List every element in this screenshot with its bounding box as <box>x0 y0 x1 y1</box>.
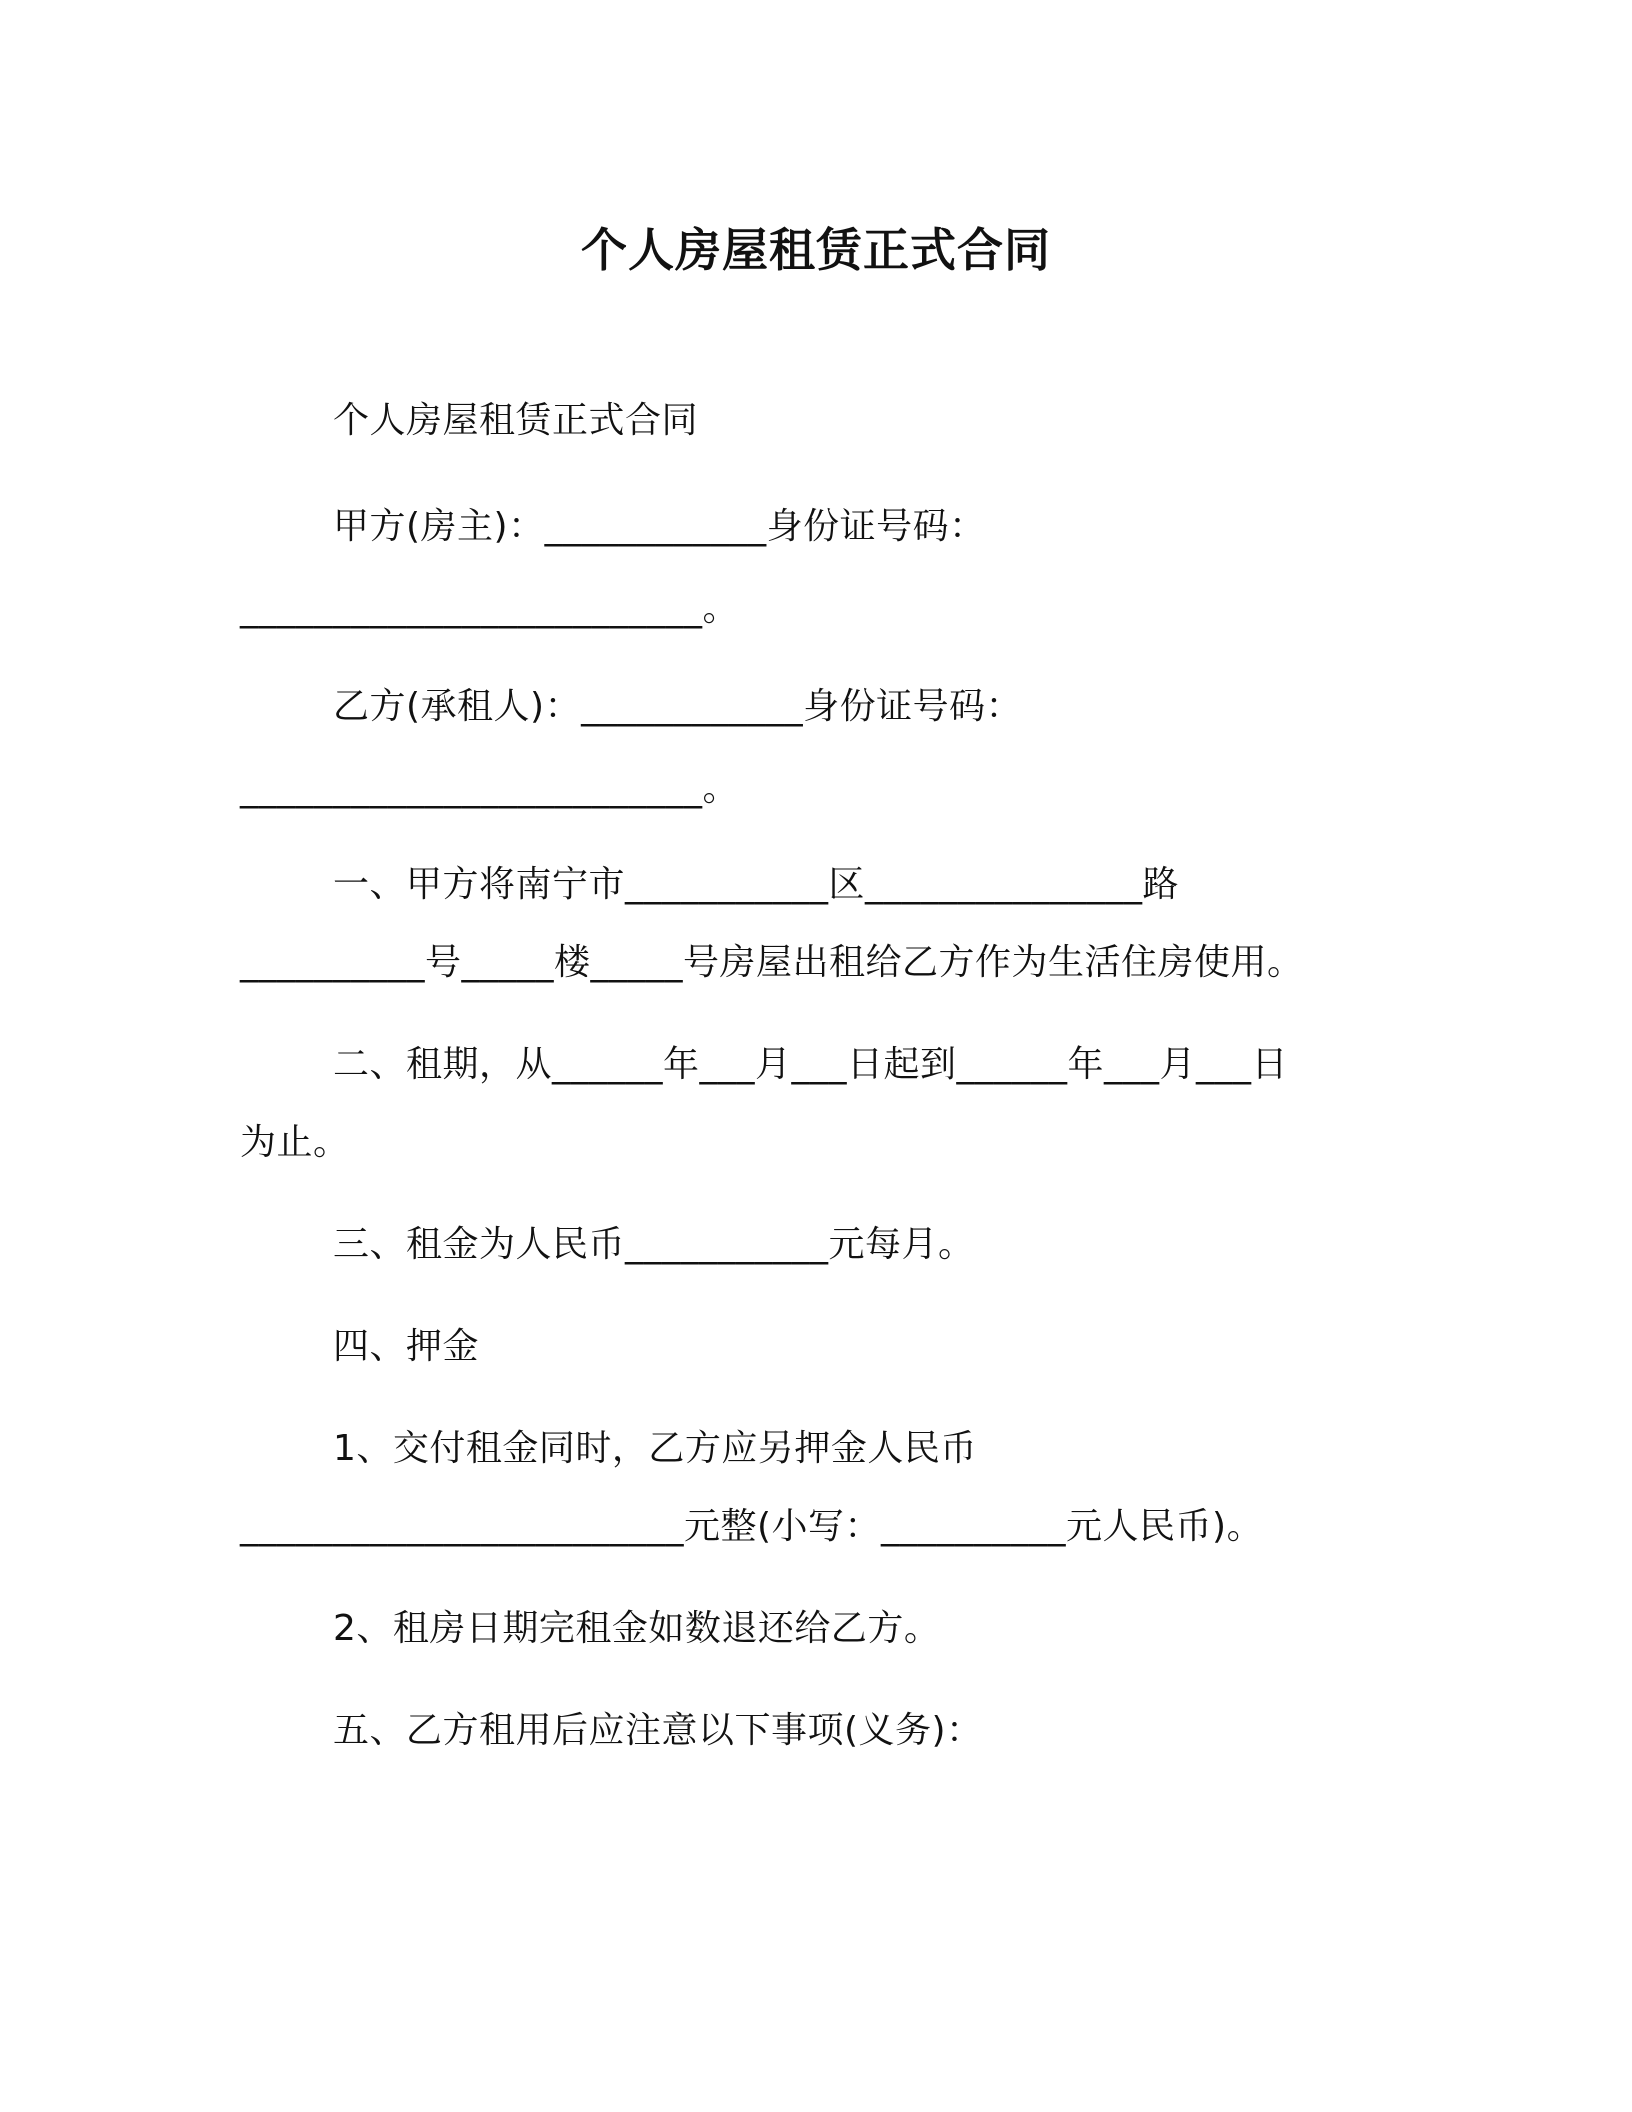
document-title: 个人房屋租赁正式合同 <box>581 223 1051 277</box>
subtitle-line: 个人房屋租赁正式合同 <box>333 400 699 441</box>
clause-1-line-2: __________号_____楼_____号房屋出租给乙方作为生活住房使用。 <box>240 942 1304 983</box>
party-a-id-line: _________________________。 <box>240 588 739 629</box>
clause-1-line-1: 一、甲方将南宁市___________区_______________路 <box>333 864 1180 905</box>
clause-5-heading: 五、乙方租用后应注意以下事项(义务)： <box>333 1710 983 1751</box>
clause-4-item-1-line-1: 1、交付租金同时，乙方应另押金人民币 <box>333 1428 977 1469</box>
clause-4-heading: 四、押金 <box>333 1326 480 1367</box>
clause-2-line-2: 为止。 <box>240 1122 350 1163</box>
clause-2-line-1: 二、租期，从______年___月___日起到______年___月___日 <box>333 1044 1289 1085</box>
clause-4-item-1-line-2: ________________________元整(小写：__________元人民币)。 <box>240 1506 1264 1547</box>
party-a-line: 甲方(房主)：____________身份证号码： <box>333 506 986 547</box>
party-b-id-line: _________________________。 <box>240 768 739 809</box>
clause-3-line: 三、租金为人民币___________元每月。 <box>333 1224 975 1265</box>
party-b-line: 乙方(承租人)：____________身份证号码： <box>333 686 1023 727</box>
clause-4-item-2-line: 2、租房日期完租金如数退还给乙方。 <box>333 1608 941 1649</box>
